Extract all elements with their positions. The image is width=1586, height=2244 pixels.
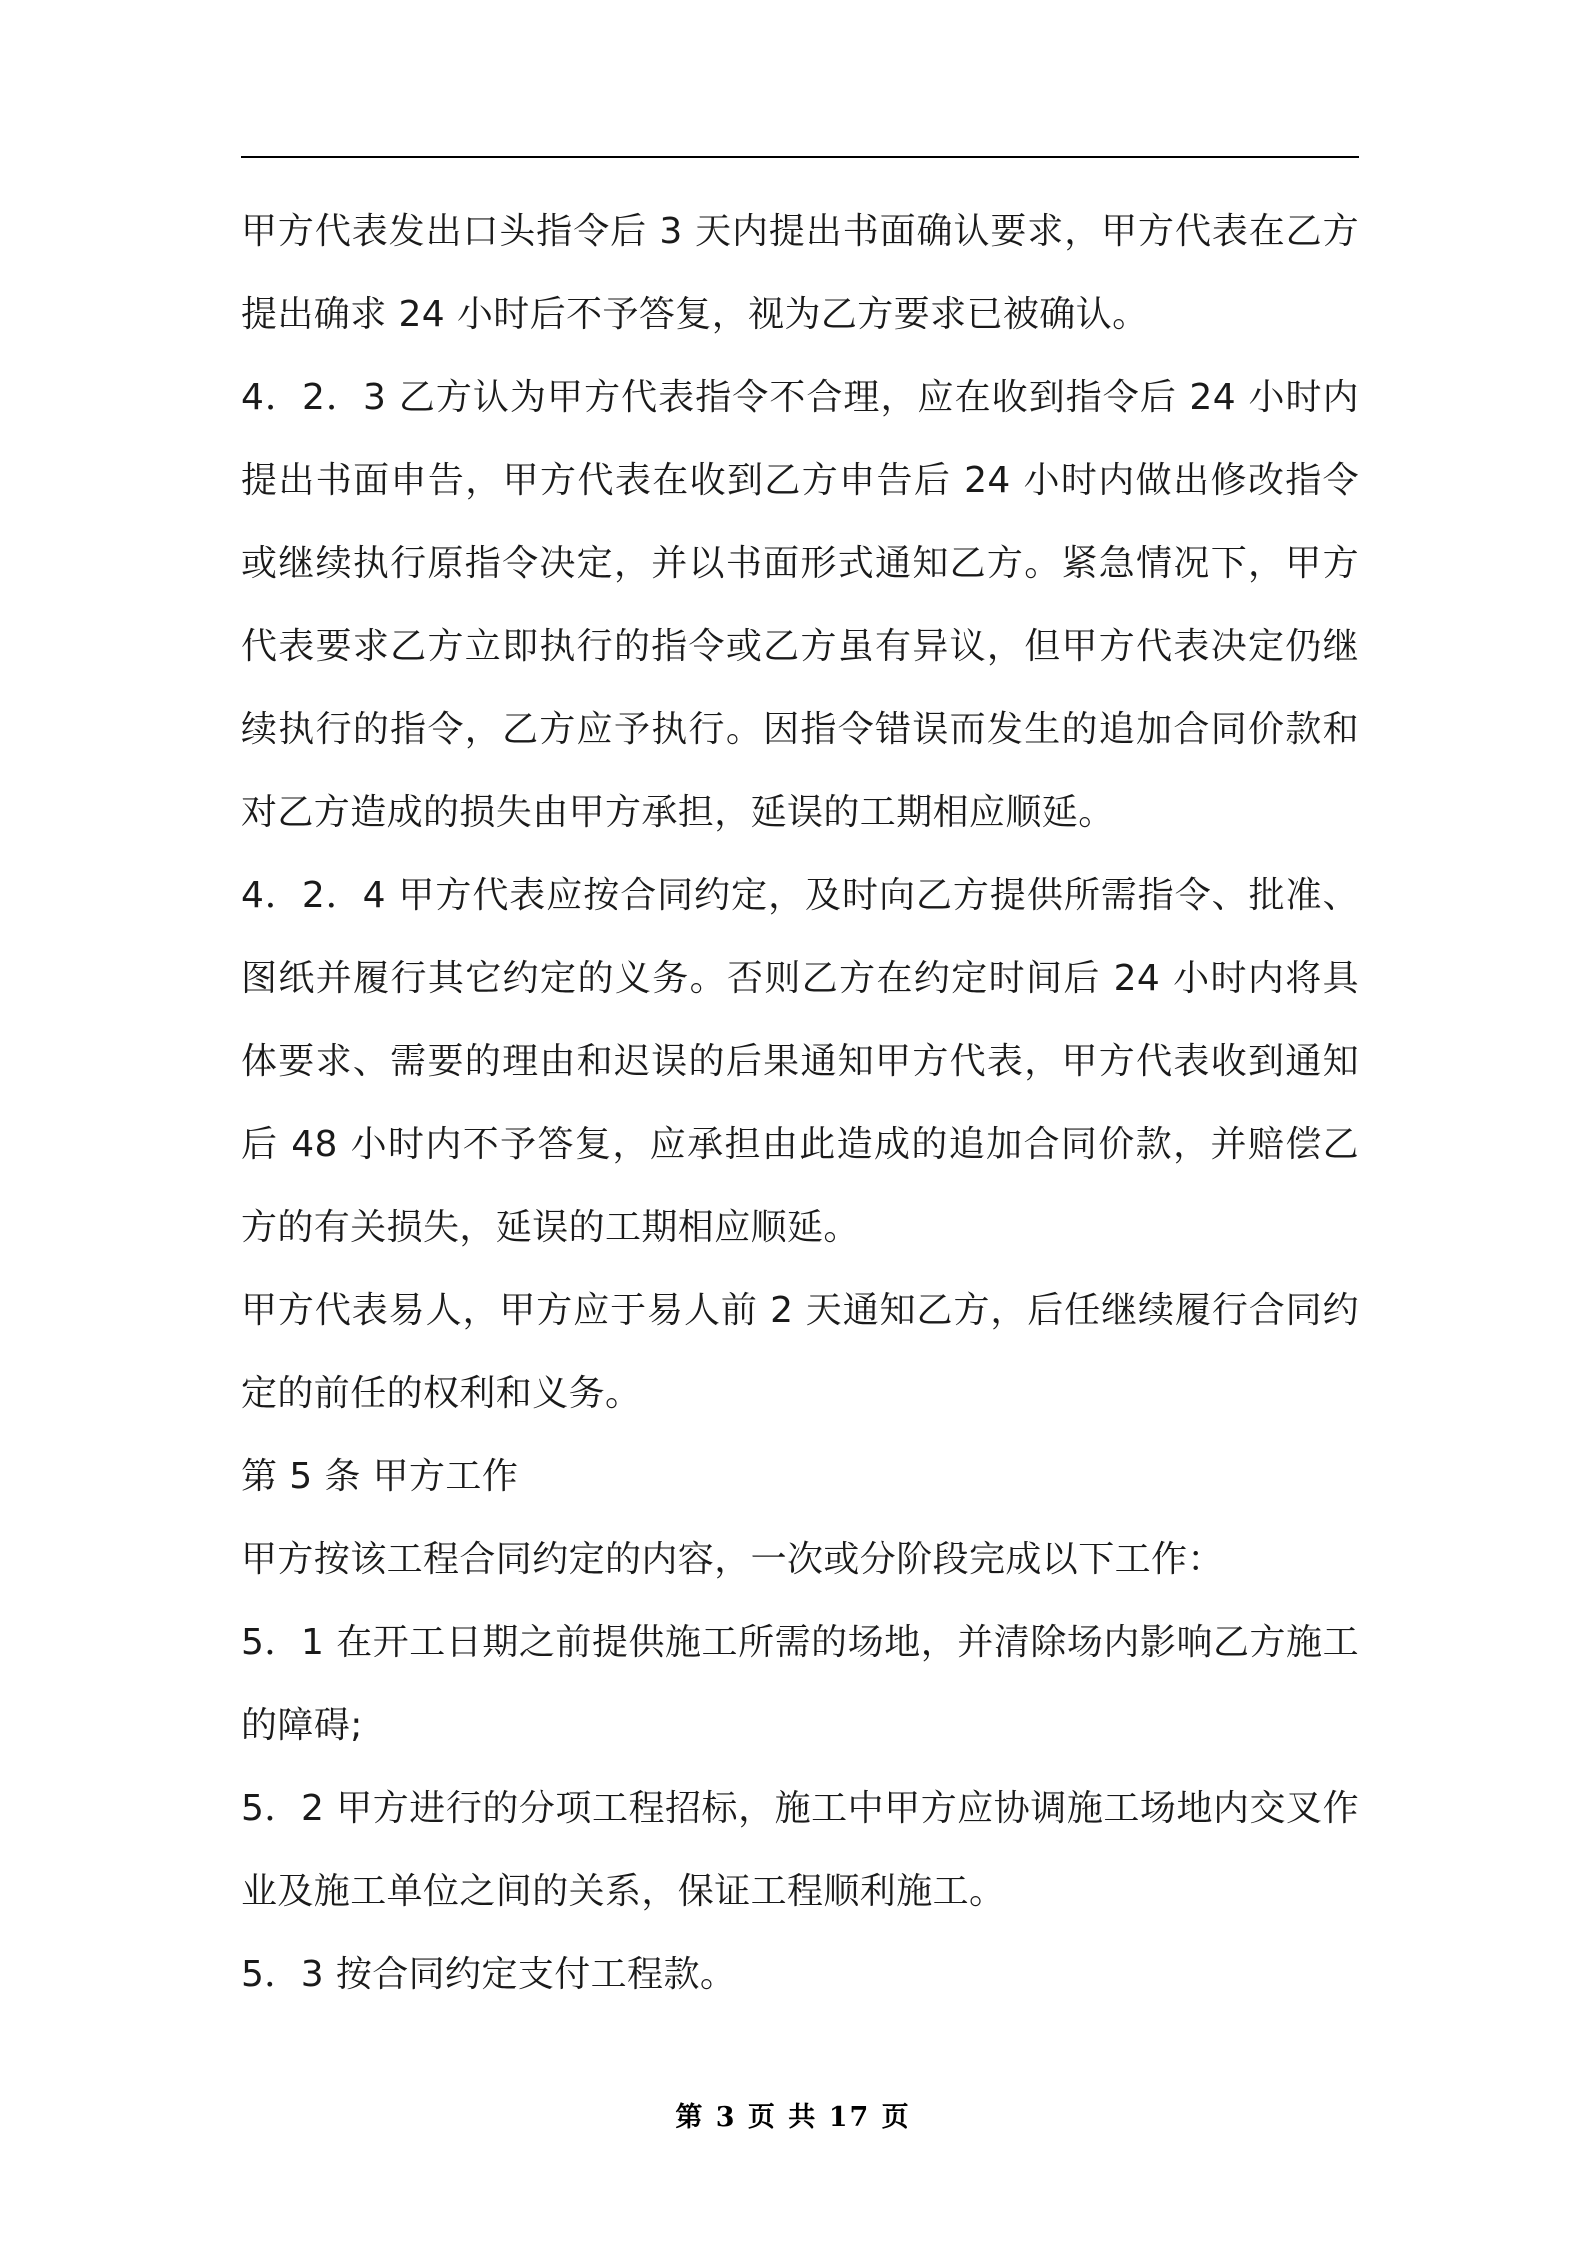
header-rule	[241, 156, 1359, 158]
paragraph-confirmation: 甲方代表发出口头指令后 3 天内提出书面确认要求，甲方代表在乙方提出确求 24 小时后不予答复，视为乙方要求已被确认。	[241, 211, 1359, 335]
article-5-heading: 第 5 条 甲方工作	[241, 1456, 519, 1497]
clause-5-1: 5．1 在开工日期之前提供施工所需的场地，并清除场内影响乙方施工的障碍;	[241, 1622, 1359, 1746]
clause-4-2-4: 4．2．4 甲方代表应按合同约定，及时向乙方提供所需指令、批准、图纸并履行其它约定的义务。否则乙方在约定时间后 24 小时内将具体要求、需要的理由和迟误的后果通知甲方代表，甲方代表收到通知后 48 小时内不予答复，应承担由此造成的追加合同价款，并赔偿乙方的有关损失，延误的工期相应顺延。	[241, 875, 1359, 1248]
clause-4-2-3: 4．2．3 乙方认为甲方代表指令不合理，应在收到指令后 24 小时内提出书面申告，甲方代表在收到乙方申告后 24 小时内做出修改指令或继续执行原指令决定，并以书面形式通知乙方。紧急情况下，甲方代表要求乙方立即执行的指令或乙方虽有异议，但甲方代表决定仍继续执行的指令，乙方应予执行。因指令错误而发生的追加合同价款和对乙方造成的损失由甲方承担，延误的工期相应顺延。	[241, 377, 1359, 833]
document-body	[241, 190, 1359, 2016]
paragraph-representative-change: 甲方代表易人，甲方应于易人前 2 天通知乙方，后任继续履行合同约定的前任的权利和义务。	[241, 1290, 1359, 1414]
clause-5-2: 5．2 甲方进行的分项工程招标，施工中甲方应协调施工场地内交叉作业及施工单位之间的关系，保证工程顺利施工。	[241, 1788, 1359, 1912]
page-number: 第 3 页 共 17 页	[675, 2102, 911, 2133]
clause-5-3: 5．3 按合同约定支付工程款。	[241, 1954, 737, 1995]
paragraph-party-a-work: 甲方按该工程合同约定的内容，一次或分阶段完成以下工作：	[241, 1539, 1224, 1580]
